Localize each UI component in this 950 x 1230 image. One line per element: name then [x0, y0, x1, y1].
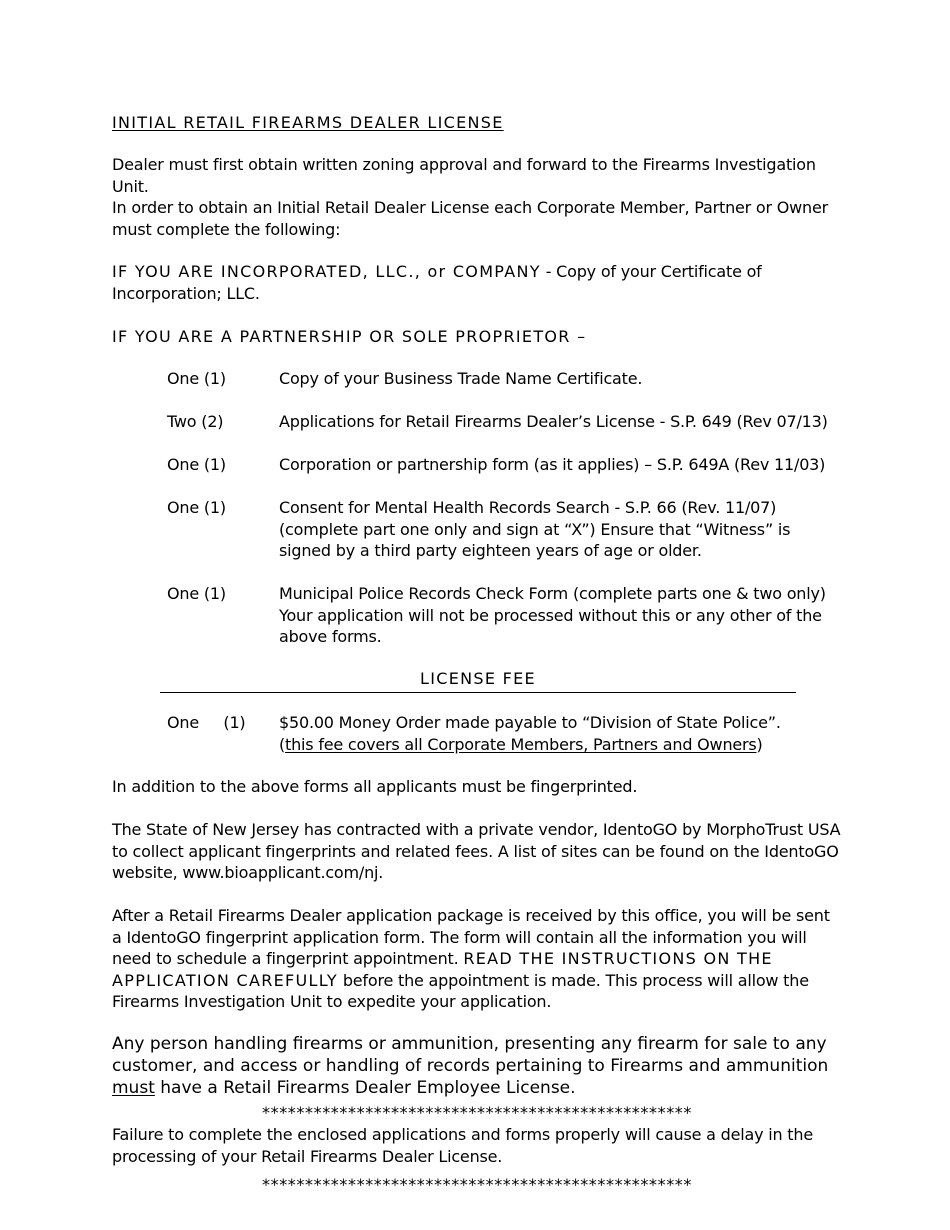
intro-paragraph: In order to obtain an Initial Retail Dealer License each Corporate Member, Partner or Owner must complete the following:	[112, 198, 829, 239]
fee-note-open: (	[279, 734, 286, 754]
partnership-heading: IF YOU ARE A PARTNERSHIP OR SOLE PROPRIETOR –	[112, 327, 587, 346]
item-description: Applications for Retail Firearms Dealer’s License - S.P. 649 (Rev 07/13)	[279, 412, 828, 431]
incorporated-paragraph	[112, 261, 842, 304]
item-description: Corporation or partnership form (as it applies) – S.P. 649A (Rev 11/03)	[279, 455, 826, 474]
zoning-paragraph: Dealer must first obtain written zoning approval and forward to the Firearms Investigation Unit.	[112, 155, 816, 196]
fee-note-text: this fee covers all Corporate Members, Partners and Owners	[285, 734, 757, 754]
fee-description	[279, 712, 839, 755]
employee-text-2: have a Retail Firearms Dealer Employee License.	[154, 1078, 576, 1098]
item-description: Consent for Mental Health Records Search - S.P. 66 (Rev. 11/07) (complete part one only and sign at “X”) Ensure that “Witness” is signed by a third party eighteen years of age or older.	[279, 498, 791, 560]
fingerprint-paragraph: In addition to the above forms all applicants must be fingerprinted.	[112, 777, 638, 796]
failure-paragraph: Failure to complete the enclosed applications and forms properly will cause a delay in the processing of your Retail Firearms Dealer License.	[112, 1125, 813, 1166]
vendor-paragraph: The State of New Jersey has contracted with a private vendor, IdentoGO by MorphoTrust USA to collect applicant fingerprints and related fees. A list of sites can be found on the IdentoGO website, www.bioapplicant.com/nj.	[112, 820, 841, 882]
license-fee-heading: LICENSE FEE	[160, 668, 796, 693]
item-quantity: One (1)	[167, 584, 226, 603]
appointment-text-2: before the appointment is made. This process will allow the Firearms Investigation Unit to expedite your application.	[112, 970, 809, 1011]
page-title: INITIAL RETAIL FIREARMS DEALER LICENSE	[112, 113, 504, 132]
item-description: Municipal Police Records Check Form (complete parts one & two only) Your application will not be processed without this or any other of the above forms.	[279, 584, 826, 646]
item-description: Copy of your Business Trade Name Certificate.	[279, 369, 643, 388]
item-quantity: Two (2)	[167, 412, 224, 431]
fee-line: $50.00 Money Order made payable to “Division of State Police”.	[279, 713, 781, 732]
fee-note	[279, 734, 839, 756]
separator-bottom: **************************************************	[262, 1175, 692, 1194]
incorporated-text: - Copy of your Certificate of Incorporation; LLC.	[112, 262, 762, 303]
instructions-caps: READ THE INSTRUCTIONS ON THE APPLICATION CAREFULLY	[112, 949, 773, 990]
appointment-paragraph	[112, 905, 842, 1013]
fee-note-close: )	[756, 734, 763, 754]
incorporated-heading: IF YOU ARE INCORPORATED, LLC., or COMPANY	[112, 262, 541, 281]
separator-top: **************************************************	[262, 1103, 692, 1122]
item-quantity: One (1)	[167, 498, 226, 517]
appointment-text-1: After a Retail Firearms Dealer application package is received by this office, you will be sent a IdentoGO fingerprint application form. The form will contain all the information you will need to schedule a fingerprint appointment.	[112, 906, 830, 968]
item-quantity: One (1)	[167, 369, 226, 388]
employee-paragraph	[112, 1033, 842, 1099]
must-emphasis: must	[112, 1078, 155, 1098]
item-quantity: One (1)	[167, 455, 226, 474]
fee-quantity: One (1)	[167, 713, 246, 732]
employee-text-1: Any person handling firearms or ammunition, presenting any firearm for sale to any customer, and access or handling of records pertaining to Firearms and ammunition	[112, 1034, 829, 1076]
